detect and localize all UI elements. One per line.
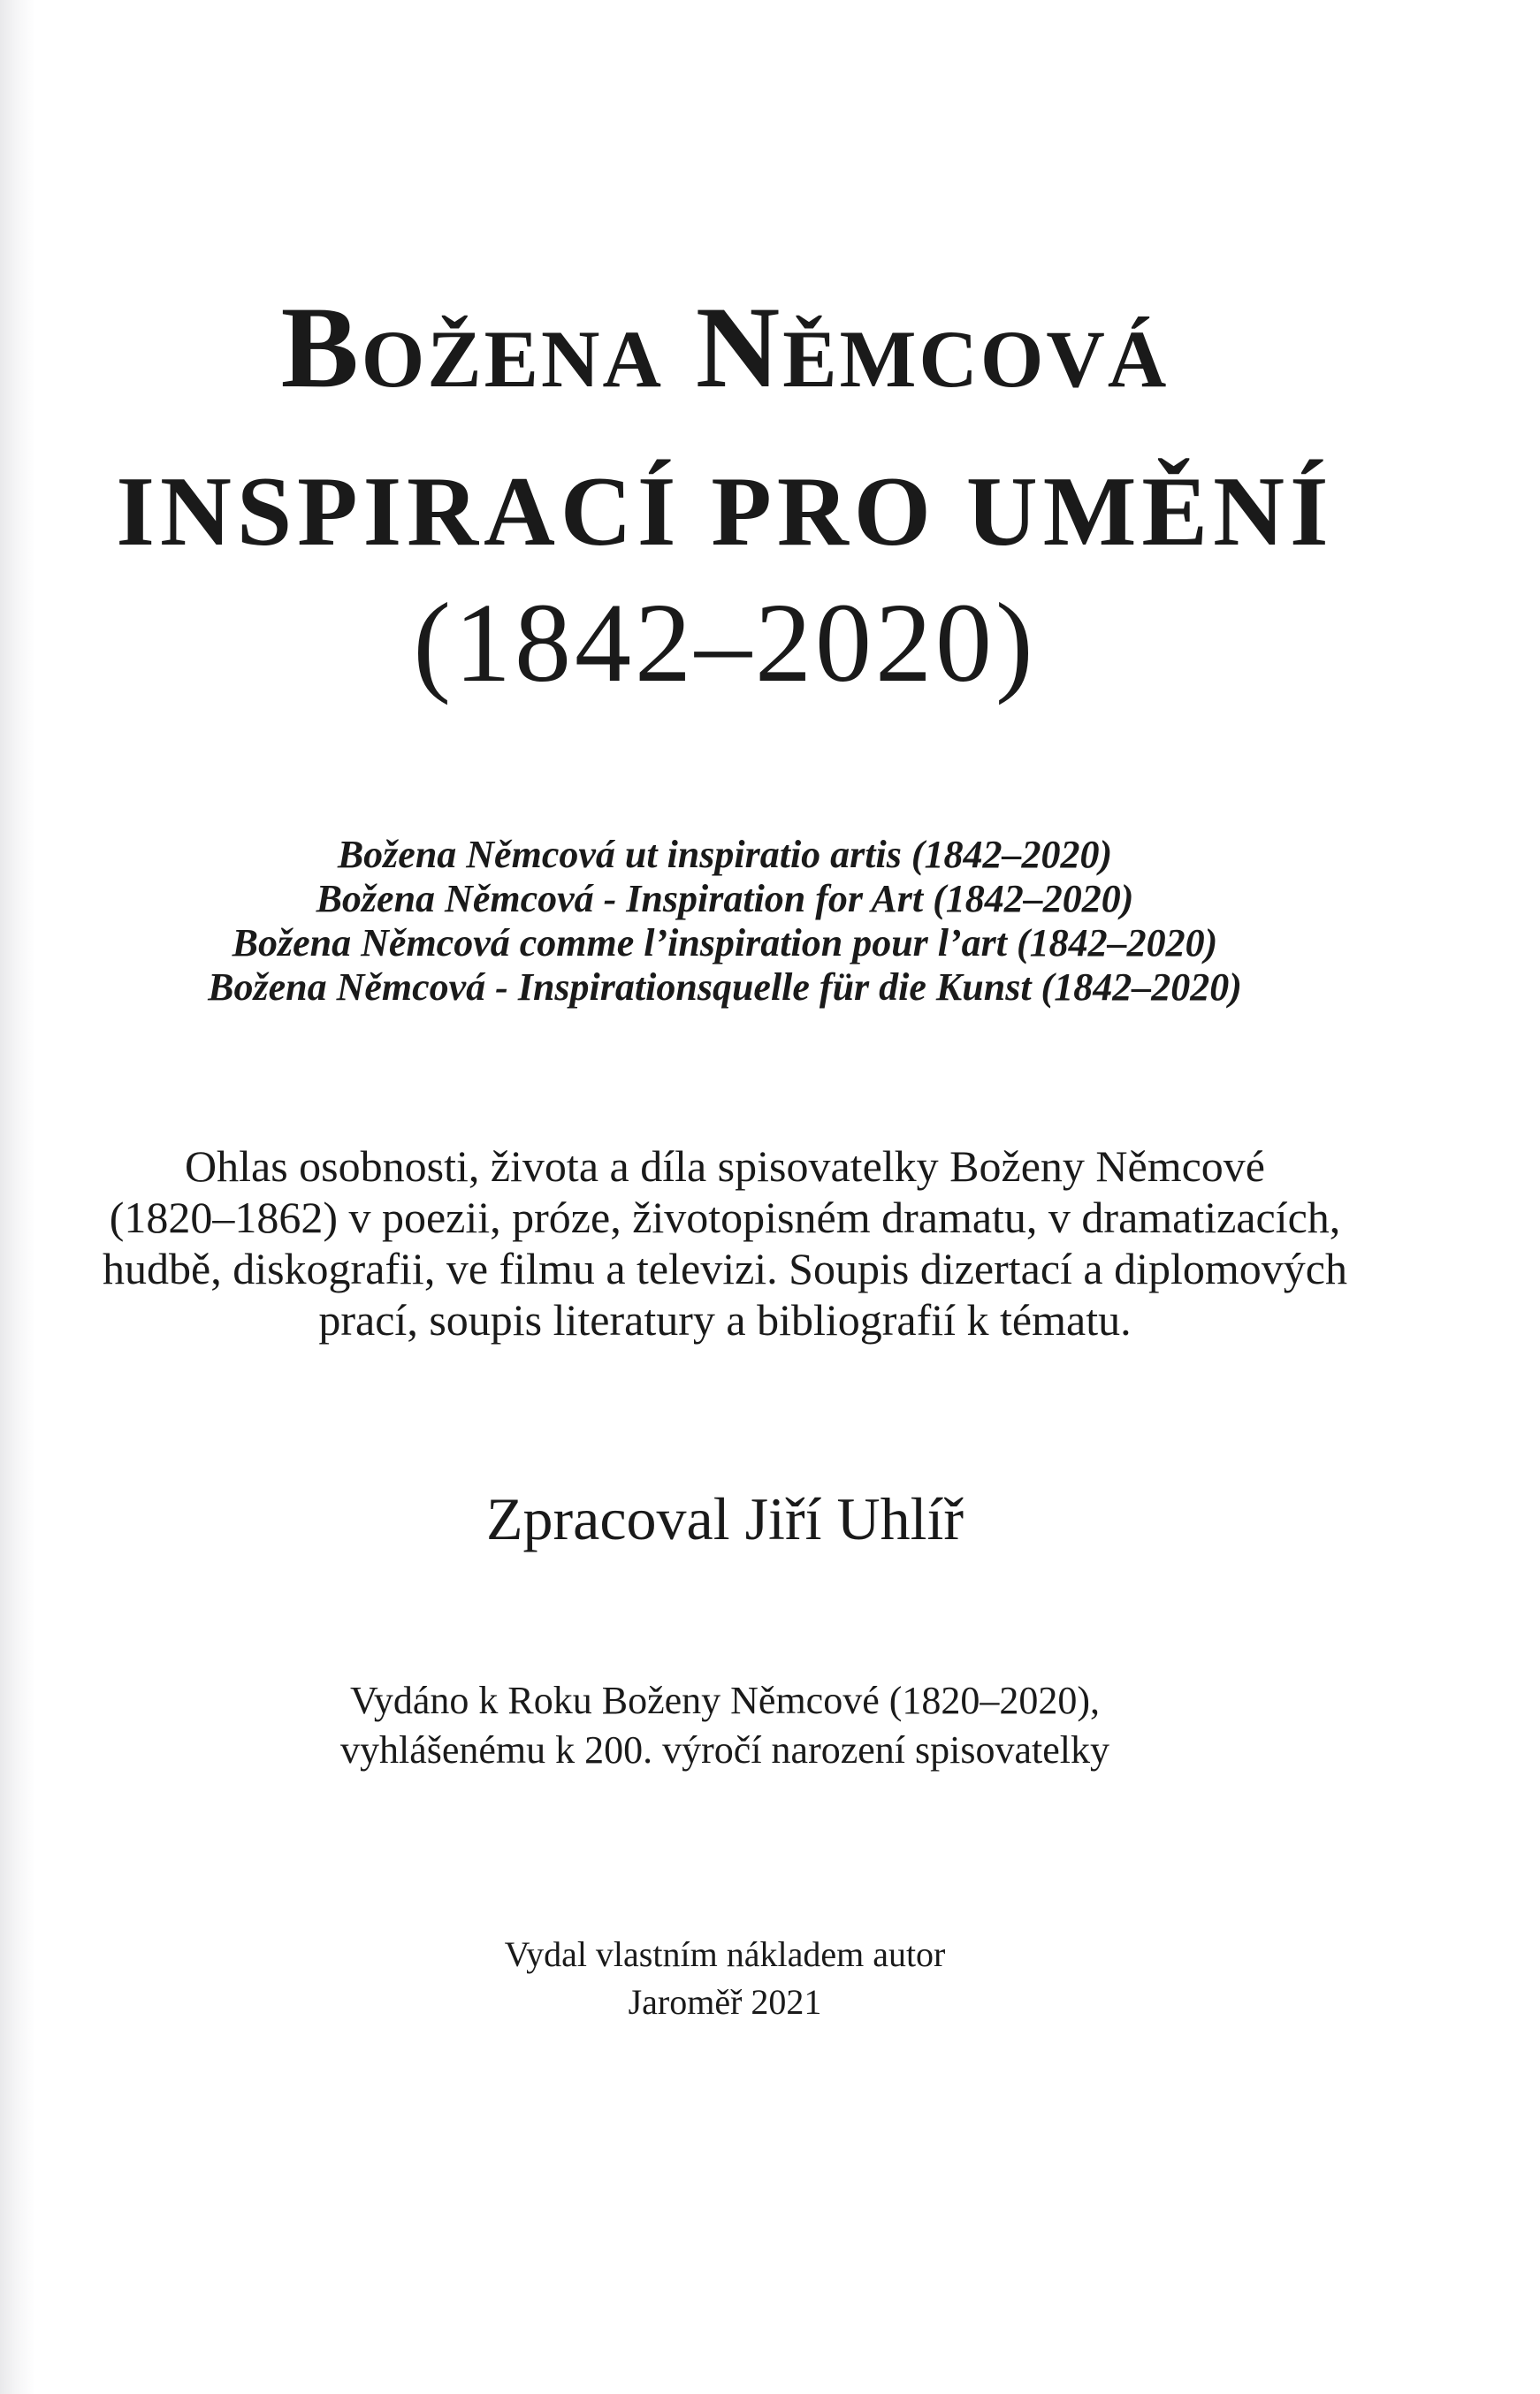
dedication-note bbox=[0, 1676, 1450, 1775]
book-years: (1842–2020) bbox=[413, 580, 1037, 705]
book-description bbox=[0, 1140, 1450, 1346]
translation-latin: Božena Němcová ut inspiratio artis (1842–2020) bbox=[337, 833, 1113, 876]
description-line: (1820–1862) v poezii, próze, životopisném dramatu, v dramatizacích, bbox=[109, 1193, 1341, 1242]
translation-german: Božena Němcová - Inspirationsquelle für die Kunst (1842–2020) bbox=[208, 965, 1242, 1009]
description-line: Ohlas osobnosti, života a díla spisovatelky Boženy Němcové bbox=[185, 1141, 1265, 1191]
publisher-info bbox=[0, 1931, 1450, 2026]
author-credit: Zpracoval Jiří Uhlíř bbox=[485, 1485, 964, 1552]
dedication-line: vyhlášenému k 200. výročí narození spisovatelky bbox=[339, 1728, 1109, 1772]
book-title: Božena Němcová bbox=[280, 282, 1170, 412]
description-line: prací, soupis literatury a bibliografií k tématu. bbox=[318, 1295, 1132, 1345]
dedication-line: Vydáno k Roku Boženy Němcové (1820–2020), bbox=[349, 1679, 1101, 1722]
description-line: hudbě, diskografii, ve filmu a televizi. Soupis dizertací a diplomových bbox=[103, 1244, 1347, 1293]
publisher-place-year: Jaroměř 2021 bbox=[628, 1982, 822, 2022]
translation-french: Božena Němcová comme l’inspiration pour l’art (1842–2020) bbox=[232, 921, 1218, 964]
book-subtitle: INSPIRACÍ PRO UMĚNÍ bbox=[116, 457, 1334, 567]
translation-english: Božena Němcová - Inspiration for Art (1842–2020) bbox=[316, 877, 1134, 920]
publisher-line: Vydal vlastním nákladem autor bbox=[504, 1934, 946, 1974]
title-translations bbox=[0, 833, 1450, 1010]
